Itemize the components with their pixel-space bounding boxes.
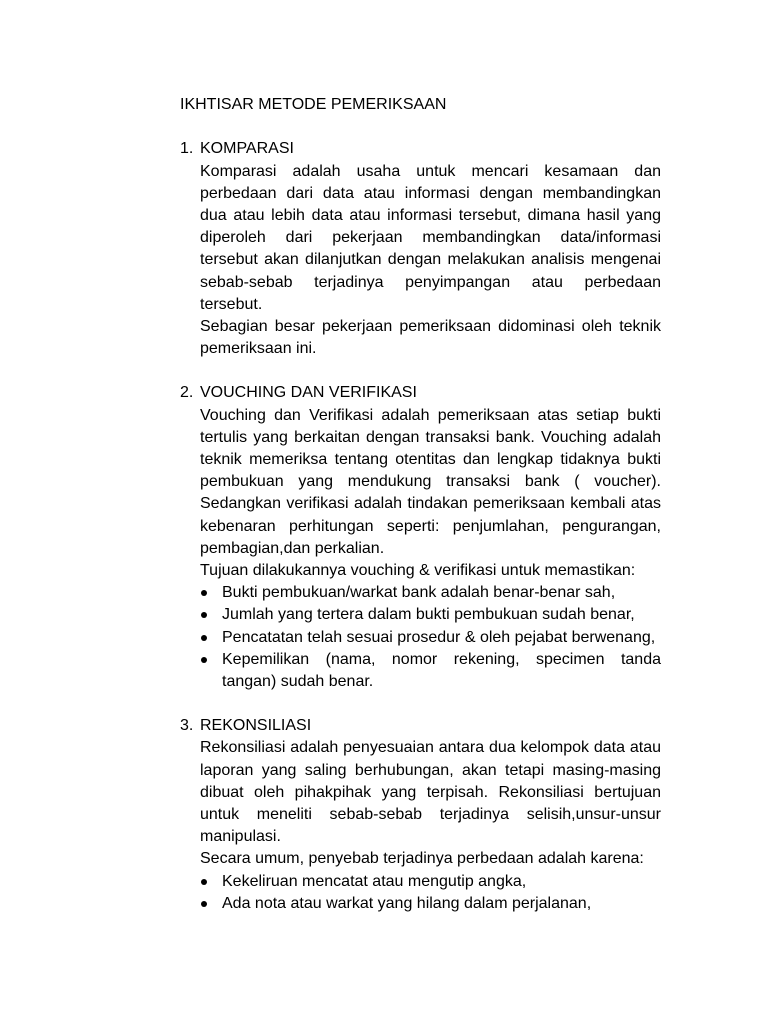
paragraph-line: pembagian,dan perkalian. — [200, 539, 385, 557]
section-heading — [180, 715, 662, 737]
paragraph-line: Vouching dan Verifikasi adalah pemeriksaan atas setiap bukti — [200, 406, 661, 424]
paragraph-line: tertulis yang berkaitan dengan transaksi bank. Vouching adalah — [200, 428, 661, 446]
paragraph-line: manipulasi. — [200, 828, 281, 846]
bullet-list-item — [200, 627, 661, 649]
section — [180, 715, 662, 915]
section-number: 1. — [180, 140, 194, 158]
bullet-list-item — [200, 649, 661, 693]
paragraph — [200, 737, 661, 848]
section — [180, 382, 662, 693]
paragraph-line: laporan yang saling berhubungan, akan tetapi masing-masing — [200, 761, 661, 779]
bullet-line: Pencatatan telah sesuai prosedur & oleh pejabat berwenang, — [222, 628, 656, 646]
bullet-line: Kekeliruan mencatat atau mengutip angka, — [222, 872, 527, 890]
paragraph-line: teknik memeriksa tentang otentitas dan lengkap tidaknya bukti — [200, 451, 661, 468]
bullet-list-item — [200, 893, 661, 915]
paragraph — [200, 560, 661, 582]
bullet-list — [200, 582, 661, 693]
paragraph-line: tersebut. — [200, 295, 263, 313]
paragraph-line: Sebagian besar pekerjaan pemeriksaan didominasi oleh teknik — [200, 317, 661, 335]
document-body — [180, 94, 662, 915]
bullet-icon — [201, 879, 207, 885]
paragraph-line: pemeriksaan ini. — [200, 340, 317, 358]
paragraph-line: dua atau lebih data atau informasi tersebut, dimana hasil yang — [200, 206, 661, 224]
bullet-icon — [201, 901, 207, 907]
paragraph — [200, 161, 661, 316]
paragraph-line: perbedaan dari data atau informasi dengan membandingkan — [200, 184, 661, 202]
paragraph-line: tersebut akan dilanjutkan dengan melakukan analisis mengenai — [200, 251, 661, 269]
section-number: 2. — [180, 384, 194, 402]
paragraph — [200, 848, 661, 870]
bullet-line: Bukti pembukuan/warkat bank adalah benar-benar sah, — [222, 584, 616, 602]
document-title: IKHTISAR METODE PEMERIKSAAN — [180, 96, 447, 113]
bullet-line: tangan) sudah benar. — [222, 672, 374, 690]
section-body — [200, 405, 661, 693]
bullet-icon — [201, 590, 207, 596]
paragraph-line: sebab-sebab terjadinya penyimpangan atau perbedaan — [200, 273, 661, 291]
paragraph-line: Komparasi adalah usaha untuk mencari kesamaan dan — [200, 162, 661, 180]
section-number: 3. — [180, 717, 194, 735]
bullet-line: Jumlah yang tertera dalam bukti pembukuan sudah benar, — [222, 606, 635, 624]
bullet-icon — [201, 635, 207, 641]
paragraph-line: dibuat oleh pihakpihak yang terpisah. Rekonsiliasi bertujuan — [200, 783, 661, 801]
paragraph — [200, 316, 661, 360]
bullet-list-item — [200, 582, 661, 604]
section-body — [200, 161, 661, 361]
bullet-list-item — [200, 604, 661, 626]
paragraph-line: Tujuan dilakukannya vouching & verifikasi untuk memastikan: — [200, 561, 636, 579]
paragraph-line: pembukuan yang mendukung transaksi bank ( voucher). — [200, 473, 661, 491]
paragraph-line: untuk meneliti sebab-sebab terjadinya selisih,unsur-unsur — [200, 806, 661, 823]
bullet-list-item — [200, 871, 661, 893]
paragraph-line: Rekonsiliasi adalah penyesuaian antara dua kelompok data atau — [200, 739, 661, 757]
section-body — [200, 737, 661, 915]
bullet-icon — [201, 612, 207, 618]
section-title: VOUCHING DAN VERIFIKASI — [200, 384, 417, 402]
section-title: KOMPARASI — [200, 140, 294, 158]
section-title: REKONSILIASI — [200, 717, 312, 735]
section-heading — [180, 382, 662, 404]
paragraph-line: Secara umum, penyebab terjadinya perbedaan adalah karena: — [200, 850, 644, 868]
paragraph-line: kebenaran perhitungan seperti: penjumlahan, pengurangan, — [200, 517, 661, 535]
paragraph-line: diperoleh dari pekerjaan membandingkan data/informasi — [200, 229, 661, 247]
paragraph — [200, 405, 661, 560]
section — [180, 138, 662, 360]
section-heading — [180, 138, 662, 160]
bullet-line: Ada nota atau warkat yang hilang dalam perjalanan, — [222, 894, 592, 912]
paragraph-line: Sedangkan verifikasi adalah tindakan pemeriksaan kembali atas — [200, 495, 661, 513]
bullet-line: Kepemilikan (nama, nomor rekening, specimen tanda — [222, 650, 661, 668]
bullet-icon — [201, 657, 207, 663]
bullet-list — [200, 871, 661, 915]
